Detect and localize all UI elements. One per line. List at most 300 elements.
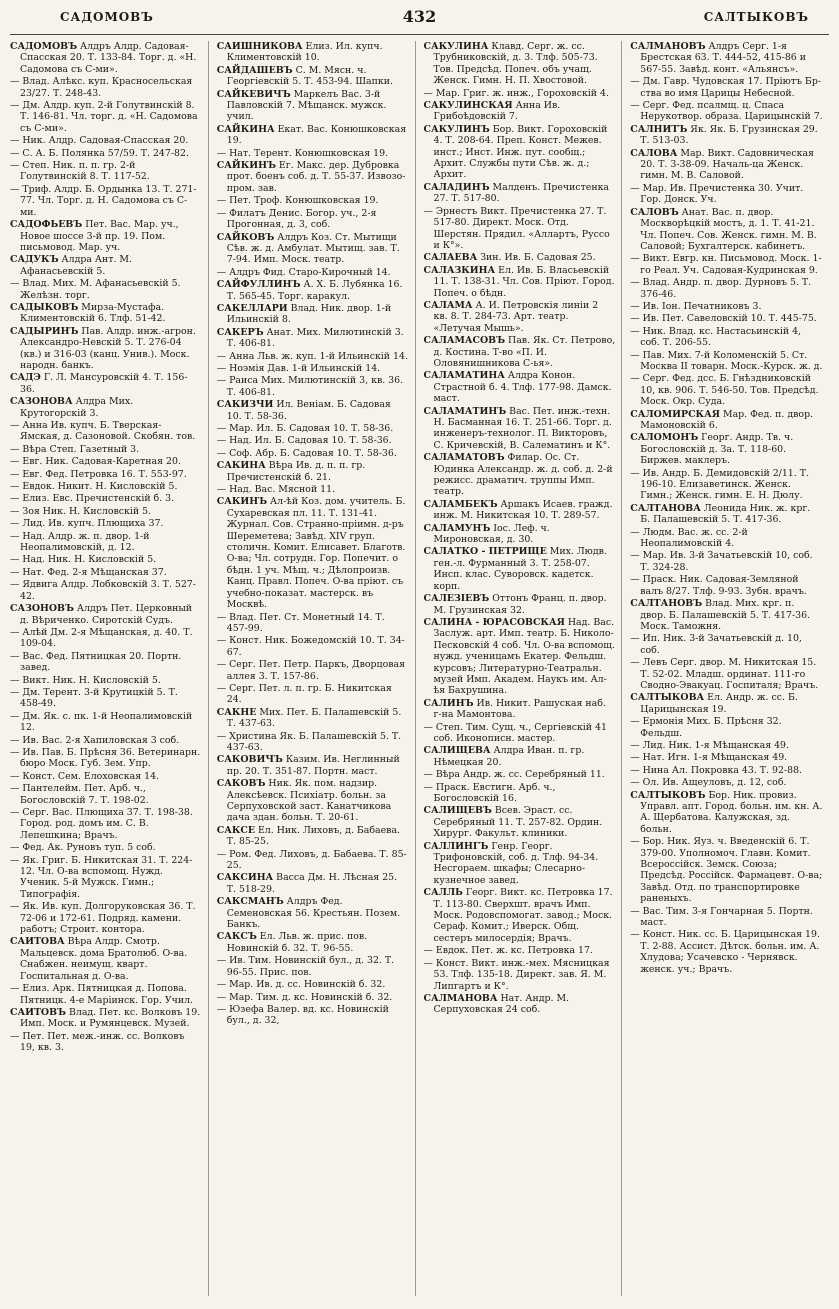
entry-details: Ив. Андр. Б. Демидовскій 2/11. Т. 196-10. Елизаветинск. Женск. Гимн.; Женск. гимн. Е. Н. Дюлу.: [640, 467, 809, 502]
entry-surname: САИТОВА: [10, 936, 65, 948]
entry-details: Клавд. Серг. ж. сс. Трубниковскій, д. 3. Тлф. 505-73. Тов. Предсѣд. Попеч. объ учащ. Женск. Гимн. Н. П. Хвостовой.: [433, 41, 598, 87]
entry-surname: САЛНИТЪ: [630, 123, 688, 135]
entry-surname: САКЕЛЛАРИ: [216, 302, 288, 314]
directory-entry: [630, 41, 823, 75]
entry-details: Як. Ив. куп. Долгоруковская 36. Т. 72-06 и 172-61. Подряд. камени. работъ; Строит. контора.: [20, 901, 196, 936]
entry-details: Зоя Ник. Н. Кисловскій 5.: [22, 505, 152, 517]
entry-details: Влад. Пет. кс. Волковъ 19. Имп. Моск. и Румянцевск. Музей.: [20, 1006, 201, 1030]
entry-details: Евг. Ник. Садовая-Каретная 20.: [22, 456, 181, 468]
entry-details: Ел. Ник. Лиховъ, д. Бабаева. Т. 85-25.: [226, 824, 401, 848]
directory-entry: [630, 752, 823, 763]
entry-surname: САЛАМАТОВЪ: [423, 452, 505, 464]
directory-entry: [10, 372, 202, 395]
directory-entry: [10, 603, 202, 626]
entry-details: Вѣра Степ. Газетный 3.: [22, 443, 140, 455]
entry-details: Раиса Мих. Милютинскій 3, кв. 36. Т. 406-81.: [226, 375, 404, 398]
directory-entry: [630, 777, 823, 788]
directory-entry: [217, 484, 409, 495]
directory-entry: [217, 327, 409, 350]
entry-surname: САЛАМАТИНА: [423, 370, 505, 382]
directory-entry: [424, 88, 616, 99]
directory-entry: [10, 567, 202, 578]
directory-entry: [217, 423, 409, 434]
directory-entry: [424, 406, 616, 452]
entry-details: Влад. Андр. п. двор. Дурновъ 5. Т. 376-46.: [640, 277, 812, 300]
entry-details: Над. Алдр. ж. п. двор. 1-й Неопалимовскій, д. 12.: [20, 530, 150, 554]
directory-entry: [630, 503, 823, 526]
entry-surname: САКИНЪ: [216, 496, 268, 508]
entry-details: Ив. Вас. 2-я Хапиловская 3 соб.: [22, 734, 180, 746]
entry-details: Мих. Людв. ген.-л. Фурманный 3. Т. 258-07. Инсп. клас. Суворовск. кадетск. корп.: [433, 546, 607, 592]
directory-entry: [630, 207, 823, 253]
entry-details: Викт. Евгр. кн. Письмовод. Моск. 1-го Реал. Уч. Садовая-Кудринская 9.: [640, 253, 822, 276]
directory-entry: [424, 523, 616, 546]
directory-entry: [630, 409, 823, 432]
directory-entry: [424, 252, 616, 263]
directory-entry: [424, 265, 616, 299]
directory-entry: [424, 993, 616, 1016]
entry-details: Над. Вас. Мясной 11.: [229, 484, 336, 496]
header-last-entry: САЛТЫКОВЪ: [703, 10, 809, 24]
entry-surname: САДЭ: [10, 372, 41, 384]
directory-entry: [424, 945, 616, 956]
entry-details: Алдра Иван. п. гр. Нѣмецкая 20.: [433, 745, 585, 768]
entry-details: Алдръ Алдр. Садовая-Спасская 20. Т. 133-84. Торг. д. «Н. Садомова съ С-ми».: [20, 41, 197, 75]
directory-entry: [10, 687, 202, 710]
directory-entry: [424, 593, 616, 616]
entry-details: Викт. Ник. Н. Кисловскій 5.: [22, 674, 161, 686]
entry-surname: САКИЗЧИ: [216, 399, 274, 411]
directory-entry: [630, 253, 823, 276]
directory-entry: [217, 267, 409, 278]
directory-entry: [630, 906, 823, 929]
entry-details: Г. Л. Мансуровскій 4. Т. 156-36.: [20, 372, 188, 395]
entry-surname: САИТОВЪ: [10, 1006, 66, 1018]
directory-entry: [630, 313, 823, 324]
directory-entry: [217, 148, 409, 159]
directory-entry: [424, 499, 616, 522]
directory-entry: [424, 335, 616, 369]
column-4: [630, 41, 829, 1296]
entry-surname: САДОФЬЕВЪ: [10, 219, 83, 231]
directory-entry: [10, 184, 202, 218]
directory-entry: [424, 452, 616, 498]
column-1: [10, 41, 209, 1296]
entry-surname: САЛТАНОВА: [630, 502, 701, 514]
entry-surname: САКЕРЪ: [216, 326, 264, 338]
entry-details: Мар. Фед. п. двор. Мамоновскій 6.: [640, 408, 814, 431]
directory-entry: [217, 195, 409, 206]
directory-entry: [217, 448, 409, 459]
entry-details: Эрнестъ Викт. Пречистенка 27. Т. 517-80. Директ. Моск. Отд. Шерстян. Прядил. «Аллартъ, Руссо и К°».: [433, 205, 610, 251]
entry-details: Конст. Викт. инж.-мех. Мясницкая 53. Тлф. 135-18. Директ. зав. Я. М. Липгартъ и К°.: [433, 957, 610, 992]
directory-entry: [10, 469, 202, 480]
directory-entry: [630, 836, 823, 904]
directory-entry: [10, 554, 202, 565]
entry-details: Мих. Пет. Б. Палашевскій 5. Т. 437-63.: [226, 706, 402, 730]
directory-entry: [10, 506, 202, 517]
entry-details: Алдра Ант. М. Афанасьевскій 5.: [20, 254, 132, 277]
entry-details: Ив. Пет. Савеловскій 10. Т. 445-75.: [642, 313, 817, 325]
directory-entry: [424, 370, 616, 404]
entry-surname: САДЫРИНЪ: [10, 325, 79, 337]
entry-surname: САЛИЩЕВЪ: [423, 805, 492, 817]
columns: [10, 41, 829, 1296]
entry-surname: САЙФУЛЛИНЪ: [216, 279, 301, 291]
entry-details: Нат. Фед. 2-я Мѣщанская 37.: [22, 566, 167, 578]
entry-details: Алдръ Коз. Ст. Мытищи Сѣв. ж. д. Амбулат. Мытищ. зав. Т. 7-94. Имп. Моск. театр.: [226, 231, 400, 266]
entry-surname: САЛАДИНЪ: [423, 181, 490, 193]
entry-details: Влад. Ник. двор. 1-й Ильинскій 8.: [226, 302, 392, 326]
directory-entry: [10, 444, 202, 455]
directory-entry: [630, 148, 823, 182]
entry-details: Бор. Ник. провиз. Управл. апт. Город. больн. им. кн. А. А. Щербатова. Калужская, зд. больн.: [640, 789, 823, 835]
entry-details: Конст. Сем. Елоховская 14.: [22, 770, 160, 782]
entry-details: Серг. Фед. дсс. Б. Гнѣздниковскій 10, кв. 906. Т. 546-50. Тов. Предсѣд. Моск. Окр. Суда.: [640, 373, 819, 408]
directory-entry: [424, 805, 616, 839]
directory-entry: [630, 790, 823, 836]
directory-entry: [10, 579, 202, 602]
directory-entry: [630, 716, 823, 739]
entry-details: Анат. Мих. Милютинскій 3. Т. 406-81.: [226, 326, 404, 350]
entry-surname: САЛЛЬ: [423, 887, 463, 899]
directory-entry: [630, 527, 823, 550]
entry-surname: САЛАМУНЪ: [423, 522, 491, 534]
entry-details: Малденъ. Пречистенка 27. Т. 517-80.: [433, 181, 610, 205]
entry-details: Влад. Алѣкс. куп. Красносельская 23/27. Т. 248-43.: [20, 76, 193, 99]
entry-details: Мар. Ив. 3-й Зачатьевскій 10, соб. Т. 324-28.: [640, 550, 813, 573]
entry-surname: САКУЛИНЪ: [423, 123, 490, 135]
directory-entry: [424, 206, 616, 252]
entry-details: Ел. Андр. ж. сс. Б. Царицынская 19.: [640, 692, 798, 715]
entry-surname: САЗОНОВА: [10, 396, 73, 408]
entry-details: Ермонія Мих. Б. Прѣсня 32. Фельдш.: [640, 716, 782, 739]
directory-entry: [630, 373, 823, 407]
directory-entry: [10, 771, 202, 782]
entry-surname: САДЫКОВЪ: [10, 301, 79, 313]
entry-details: Ол. Ив. Ащеуловъ, д. 12, соб.: [642, 777, 787, 789]
entry-details: Мар. Григ. ж. инж., Гороховскій 4.: [435, 87, 609, 99]
directory-entry: [630, 100, 823, 123]
column-2: [217, 41, 416, 1296]
entry-surname: САКУЛИНСКАЯ: [423, 100, 513, 112]
directory-entry: [10, 842, 202, 853]
entry-details: Влад. Мих. крг. п. двор. Б. Палашевскій 5. Т. 417-36. Моск. Таможня.: [640, 598, 811, 632]
entry-surname: САЛОВЪ: [630, 206, 679, 218]
directory-entry: [217, 872, 409, 895]
entry-details: Степ. Ник. п. п. гр. 2-й Голутвинскій 8. Т. 117-52.: [20, 160, 150, 183]
directory-entry: [217, 89, 409, 123]
directory-entry: [217, 460, 409, 483]
entry-details: Триф. Алдр. Б. Ордынка 13. Т. 271-77. Чл. Торг. д. Н. Садомова съ С-ми.: [20, 183, 197, 218]
directory-entry: [217, 351, 409, 362]
entry-surname: САЛМАНОВЪ: [630, 41, 706, 52]
entry-surname: САЙКЕВИЧЪ: [216, 88, 291, 100]
entry-details: Левъ Серг. двор. М. Никитская 15. Т. 52-02. Младш. ординат. 111-го Сводно-Эвакуац. Госпиталя; Врачъ.: [640, 657, 819, 691]
entry-details: Конст. Ник. Божедомскій 10. Т. 34-67.: [226, 635, 405, 658]
directory-entry: [217, 931, 409, 954]
entry-details: Екат. Вас. Конюшковская 19.: [226, 123, 407, 147]
entry-details: Пав. Як. Ст. Петрово, д. Костина. Т-во «П. И. Оловянишникова С-ья».: [433, 335, 616, 369]
entry-surname: САЙКИНЪ: [216, 160, 276, 172]
directory-entry: [424, 182, 616, 205]
entry-details: Нат. Андр. М. Серпуховская 24 соб.: [433, 992, 570, 1016]
entry-details: Васса Дм. Н. Лѣсная 25. Т. 518-29.: [226, 872, 398, 895]
entry-surname: САЛТАНОВЪ: [630, 598, 703, 610]
entry-details: Лид. Ив. купч. Плющиха 37.: [22, 518, 164, 530]
directory-entry: [217, 208, 409, 231]
entry-details: Праск. Евстигн. Арб. ч., Богословскій 16.: [433, 781, 556, 804]
directory-entry: [630, 657, 823, 691]
entry-surname: САЛАТКО - ПЕТРИЩЕ: [423, 546, 547, 558]
entry-details: Серг. Пет. Петр. Паркъ, Дворцовая аллея 3. Т. 157-86.: [226, 659, 405, 682]
directory-entry: [630, 277, 823, 300]
entry-details: Оттонъ Франц. п. двор. М. Грузинская 32.: [433, 593, 607, 616]
entry-surname: САЛЛИНГЪ: [423, 840, 489, 852]
directory-entry: [630, 301, 823, 312]
directory-entry: [217, 363, 409, 374]
entry-details: Пав. Мих. 7-й Коломенскій 5. Ст. Москва II товарн. Моск.-Курск. ж. д.: [640, 349, 823, 372]
directory-entry: [217, 683, 409, 706]
entry-details: А. И. Петровскія линіи 2 кв. 8. Т. 284-73. Арт. театр. «Летучая Мышь».: [433, 299, 599, 334]
entry-surname: САЛАЗКИНА: [423, 264, 496, 276]
entry-details: Над. Ил. Б. Садовая 10. Т. 58-36.: [229, 435, 392, 447]
entry-details: Аршакъ Исаев. гражд. инж. М. Никитская 10. Т. 289-57.: [433, 498, 613, 522]
entry-surname: САКСМАНЪ: [216, 896, 284, 908]
entry-details: Юзефа Валер. вд. кс. Новинскій бул., д. 32,: [226, 1003, 389, 1027]
directory-entry: [10, 1007, 202, 1030]
entry-details: Фед. Ак. Руновъ туп. 5 соб.: [22, 842, 156, 854]
entry-details: Ив. Іон. Печатниковъ 3.: [642, 300, 762, 312]
entry-surname: САИШНИКОВА: [216, 41, 303, 52]
directory-entry: [10, 254, 202, 277]
directory-entry: [10, 326, 202, 372]
entry-details: Леонида Ник. ж. крг. Б. Палашевскій 5. Т. 417-36.: [640, 502, 811, 526]
directory-entry: [10, 651, 202, 674]
entry-surname: САЛАМАТИНЪ: [423, 405, 507, 417]
entry-details: Іос. Леф. ч. Мироновская, д. 30.: [433, 522, 550, 546]
entry-details: Дм. Терент. 3-й Крутицкій 5. Т. 458-49.: [20, 686, 178, 710]
directory-entry: [217, 1004, 409, 1027]
entry-details: Алдръ Серг. 1-я Брестская 63. Т. 444-52, 415-86 и 567-55. Завѣд. конт. «Альянсъ».: [640, 41, 806, 75]
entry-surname: САЛИНА - ЮРАСОВСКАЯ: [423, 616, 565, 628]
entry-details: Алдръ Пет. Церковный д. Вѣриченко. Сиротскій Судъ.: [20, 603, 193, 626]
directory-entry: [217, 399, 409, 422]
directory-entry: [10, 41, 202, 75]
entry-details: Мар. Викт. Садовническая 20. Т. 3-38-09. Началь-ца Женск. гимн. М. В. Саловой.: [640, 147, 814, 182]
directory-entry: [217, 825, 409, 848]
entry-details: Генр. Георг. Трифоновскій, соб. д. Тлф. 94-34. Несгораем. шкафы; Слесарно-кузнечное завед.: [433, 840, 599, 886]
entry-details: Бор. Ник. Яуз. ч. Введенскій 6. Т. 379-00. Уполномоч. Главн. Комит. Всероссійск. Земск. Союза; Предсѣд. Россійск. Фармацевт. О-ва; Завѣд. Отд. по транспортировке раненыхъ.: [640, 836, 823, 905]
entry-details: Влад. Пет. Ст. Монетный 14. Т. 457-99.: [226, 611, 385, 634]
directory-entry: [10, 160, 202, 183]
directory-entry: [10, 396, 202, 419]
entry-details: Елиз. Евс. Пречистенскій б. 3.: [22, 493, 175, 505]
directory-entry: [10, 219, 202, 253]
entry-surname: САДУКЪ: [10, 254, 59, 266]
entry-details: Евдок. Никит. Н. Кисловскій 5.: [22, 481, 178, 493]
directory-entry: [10, 420, 202, 443]
entry-surname: САКОВИЧЪ: [216, 754, 283, 766]
entry-details: Вѣра Андр. ж. сс. Серебряный 11.: [435, 769, 605, 781]
entry-details: Над. Вас. Заслуж. арт. Имп. театр. Б. Николо-Песковскій 4 соб. Чл. О-ва вспомощ. нужд. ученицамъ Екатер. Фельдш. курсовъ; Литературно-Театральн. музей Имп. Академ. Наукъ им. Ал-ѣя Бахрушина.: [433, 616, 615, 697]
directory-entry: [10, 148, 202, 159]
entry-details: Над. Ник. Н. Кисловскій 5.: [22, 554, 157, 566]
directory-entry: [217, 375, 409, 398]
entry-details: Ег. Макс. дер. Дубровка прот. боенъ соб. д. Т. 55-37. Извозо-пром. зав.: [226, 160, 406, 194]
directory-entry: [630, 124, 823, 147]
entry-details: Ел. Льв. ж. прис. пов. Новинскій б. 32. Т. 96-55.: [226, 931, 368, 954]
entry-details: Георг. Викт. кс. Петровка 17. Т. 113-80. Сверхшт. врачъ Имп. Моск. Родовспомогат. завод.; Моск. Сераф. Комит.; Иверск. Общ. сестеръ милосердія; Врачъ.: [433, 887, 613, 944]
entry-surname: САКНЕ: [216, 706, 257, 718]
directory-entry: [10, 675, 202, 686]
directory-entry: [630, 633, 823, 656]
directory-entry: [10, 481, 202, 492]
entry-details: Нат. Терент. Конюшковская 19.: [229, 147, 389, 159]
directory-entry: [424, 41, 616, 87]
entry-surname: САЛТЫКОВА: [630, 692, 705, 704]
entry-surname: САЛТЫКОВЪ: [630, 789, 706, 801]
entry-details: Ром. Фед. Лиховъ, д. Бабаева. Т. 85-25.: [226, 848, 407, 872]
entry-details: Як. Як. Б. Грузинская 29. Т. 513-03.: [640, 123, 818, 147]
directory-entry: [10, 135, 202, 146]
entry-details: Елиз. Арк. Пятницкая д. Попова. Пятницк. 4-е Маріинск. Гор. Учил.: [20, 983, 194, 1006]
entry-surname: САЙДАШЕВЪ: [216, 64, 293, 76]
entry-details: Влад. Мих. М. Афанасьевскій 5. Желѣзн. торг.: [20, 278, 181, 301]
directory-entry: [630, 692, 823, 715]
entry-details: Вѣра Алдр. Смотр. Мальцевск. дома Братолюб. О-ва. Снабжен. неимущ. кварт. Госпитальная д. О-ва.: [20, 936, 188, 982]
directory-entry: [424, 698, 616, 721]
entry-details: Ноэмія Дав. 1-й Ильинскій 14.: [229, 362, 381, 374]
directory-entry: [217, 896, 409, 930]
directory-entry: [630, 740, 823, 751]
entry-details: Анна Льв. ж. куп. 1-й Ильинскій 14.: [229, 350, 408, 362]
directory-entry: [217, 849, 409, 872]
entry-details: Мирза-Мустафа. Климентовскій 6. Тлф. 51-42.: [20, 301, 166, 325]
directory-entry: [217, 303, 409, 326]
directory-entry: [424, 722, 616, 745]
entry-details: Христина Як. Б. Палашевскій 5. Т. 437-63.: [226, 730, 402, 753]
directory-entry: [630, 326, 823, 349]
directory-entry: [217, 612, 409, 635]
entry-details: Ип. Ник. 3-й Зачатьевскій д. 10, соб.: [640, 633, 802, 656]
entry-details: Ел. Ив. Б. Власьевскій 11. Т. 138-31. Чл. Сов. Пріют. Город. Попеч. о бѣдн.: [433, 264, 615, 299]
entry-details: Мар. Тим. д. кс. Новинскій б. 32.: [229, 991, 393, 1003]
entry-details: Серг. Фед. псалмщ. ц. Спаса Нерукотвор. образа. Царицынскій 7.: [640, 100, 823, 123]
directory-entry: [217, 635, 409, 658]
entry-details: С. А. Б. Полянка 57/59. Т. 247-82.: [22, 147, 189, 159]
directory-entry: [630, 76, 823, 99]
entry-details: Соф. Абр. Б. Садовая 10. Т. 58-36.: [229, 447, 397, 459]
entry-surname: САЛИЩЕВА: [423, 745, 491, 757]
entry-details: Дм. Як. с. пк. 1-й Неопалимовскій 12.: [20, 710, 193, 734]
directory-entry: [217, 232, 409, 266]
directory-entry: [10, 278, 202, 301]
entry-details: Конст. Ник. сс. Б. Царицынская 19. Т. 2-88. Ассист. Дѣтск. больн. им. А. Хлудова; Усачевско - Чернявск. женск. уч.; Врачъ.: [640, 929, 820, 975]
directory-entry: [217, 778, 409, 824]
directory-entry: [10, 983, 202, 1006]
column-3: [424, 41, 623, 1296]
entry-details: Ил. Веніам. Б. Садовая 10. Т. 58-36.: [226, 399, 391, 422]
entry-details: Пет. Троф. Конюшковская 19.: [229, 195, 379, 207]
directory-entry: [10, 735, 202, 746]
entry-surname: САЛАЕВА: [423, 252, 478, 264]
directory-entry: [424, 887, 616, 944]
entry-details: Ал-ѣй Коз. дом. учитель. Б. Сухаревская пл. 11. Т. 131-41. Журнал. Сов. Странно-пріимн. д-ръ Шереметева; Завѣд. XIV груп. столичн. Комит. Елисавет. Благотв. О-ва; Чл. сотрудн. Гор. Попечит. о бѣдн. 1 уч. Мѣщ. ч.; Дѣлопроизв. Канц. Правл. Попеч. О-ва пріют. съ учебно-показат. мастерск. въ Москвѣ.: [226, 496, 406, 611]
directory-entry: [424, 782, 616, 805]
directory-entry: [10, 518, 202, 529]
directory-entry: [217, 124, 409, 147]
entry-details: Нина Ал. Покровка 43. Т. 92-88.: [642, 764, 803, 776]
directory-entry: [424, 841, 616, 887]
directory-entry: [630, 550, 823, 573]
directory-entry: [10, 76, 202, 99]
entry-surname: САКОВЪ: [216, 778, 266, 790]
entry-details: Евг. Фед. Петровка 16. Т. 553-97.: [22, 468, 187, 480]
entry-details: Ив. Тим. Новинскій бул., д. 32. Т. 96-55. Прис. пов.: [226, 955, 395, 978]
directory-entry: [217, 41, 409, 64]
entry-details: А. Х. Б. Лубянка 16. Т. 565-45. Торг. каракул.: [226, 279, 403, 302]
entry-details: Пет. Вас. Мар. уч., Новое шоссе 3-й пр. 19. Пом. письмовод. Мар. уч.: [20, 219, 179, 253]
entry-details: Ник. Влад. кс. Настасьинскій 4, соб. Т. 206-55.: [640, 325, 802, 349]
directory-entry: [630, 350, 823, 373]
entry-details: Вѣра Ив. д. п. п. гр. Пречистенскій б. 21.: [226, 460, 366, 483]
entry-details: Як. Григ. Б. Никитская 31. Т. 224-12. Чл. О-ва вспомощ. Нужд. Ученик. 5-й Мужск. Гимн.; Типографія.: [20, 854, 193, 900]
entry-details: Серг. Пет. л. п. гр. Б. Никитская 24.: [226, 682, 392, 706]
directory-entry: [217, 754, 409, 777]
entry-surname: САЛОМОНЪ: [630, 432, 699, 444]
entry-details: Анна Ив. Грибоѣдовскій 7.: [433, 100, 561, 123]
directory-entry: [10, 302, 202, 325]
entry-details: Алѣй Дм. 2-я Мѣщанская, д. 40. Т. 109-04.: [20, 626, 193, 650]
directory-entry: [217, 65, 409, 88]
directory-entry: [217, 955, 409, 978]
entry-details: Лид. Ник. 1-я Мѣщанская 49.: [642, 739, 789, 751]
entry-details: Филар. Ос. Ст. Юдинка Александр. ж. д. соб. д. 2-й режисс. драматич. труппы Имп. театр.: [433, 452, 613, 498]
directory-entry: [630, 574, 823, 597]
directory-entry: [10, 1031, 202, 1054]
entry-details: Бор. Викт. Гороховскій 4. Т. 208-64. Преп. Конст. Межев. инст.; Инст. Инж. пут. сообщ.; Архит. Службы пути Сѣв. ж. д.; Архит.: [433, 123, 608, 181]
directory-entry: [10, 493, 202, 504]
entry-details: Ядвига Алдр. Лобковскій 3. Т. 527-42.: [20, 579, 196, 602]
entry-surname: САЙКИНА: [216, 123, 275, 135]
directory-entry: [10, 531, 202, 554]
entry-surname: САДОМОВЪ: [10, 41, 78, 52]
header-first-entry: САДОМОВЪ: [60, 10, 154, 24]
entry-details: Пет. Пет. меж.-инж. сс. Волковъ 19, кв. 3.: [20, 1030, 185, 1054]
directory-entry: [424, 769, 616, 780]
directory-entry: [10, 855, 202, 901]
directory-entry: [424, 958, 616, 992]
directory-entry: [10, 747, 202, 770]
entry-details: Всев. Эраст. сс. Серебряный 11. Т. 257-82. Ордин. Хирург. Факульт. клиники.: [433, 805, 603, 840]
directory-entry: [10, 807, 202, 841]
directory-entry: [424, 300, 616, 334]
entry-surname: САКУЛИНА: [423, 41, 489, 52]
directory-entry: [217, 707, 409, 730]
entry-details: Алдръ Фид. Старо-Кирочный 14.: [229, 266, 391, 278]
entry-details: Мар. Ил. Б. Садовая 10. Т. 58-36.: [229, 423, 394, 434]
entry-details: Степ. Тим. Сущ. ч., Сергіевскій 41 соб. Иконописн. мастер.: [433, 721, 607, 744]
entry-details: Елиз. Ил. купч. Климентовскій 10.: [226, 41, 383, 64]
entry-details: Людм. Вас. ж. сс. 2-й Неопалимовскій 4.: [640, 526, 748, 550]
entry-surname: САКСЪ: [216, 931, 257, 943]
entry-details: Казим. Ив. Неглинный пр. 20. Т. 351-87. Портн. маст.: [226, 754, 400, 777]
entry-surname: САЛМАНОВА: [423, 992, 498, 1004]
entry-surname: САЙКОВЪ: [216, 231, 275, 243]
entry-details: Евдок. Пет. ж. кс. Петровка 17.: [435, 945, 593, 957]
entry-details: Алдра Конон. Страстной б. 4. Тлф. 177-98. Дамск. маст.: [433, 370, 612, 405]
